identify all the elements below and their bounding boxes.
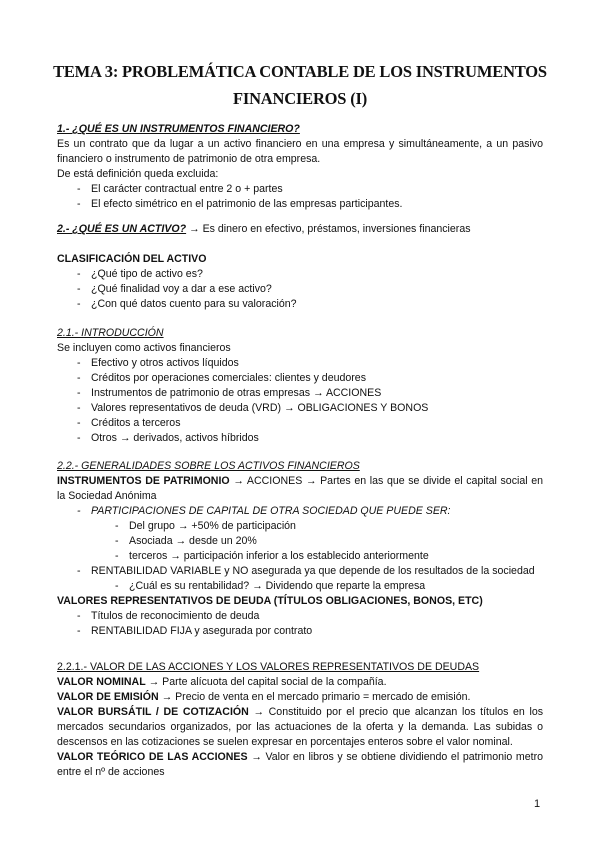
section-2	[57, 222, 543, 237]
sub-list-item: - Asociada → desde un 20%	[57, 534, 543, 549]
list-item: - ¿Qué finalidad voy a dar a ese activo?	[57, 282, 543, 297]
market-value-text: → Constituido por el precio que alcanzan los títulos en los mercados secundarios organizados, por las actuaciones de la oferta y la demanda. Las subidas o descensos en las cotizaciones se suelen expresar en porcentajes enteros sobre el valor nominal.	[57, 706, 544, 748]
list-item: - Créditos por operaciones comerciales: clientes y deudores	[57, 371, 543, 386]
list-item: - Otros → derivados, activos híbridos	[57, 431, 543, 446]
section-1-exclusion: De está definición queda excluida:	[57, 168, 219, 180]
list-item: - Instrumentos de patrimonio de otras empresas → ACCIONES	[57, 386, 543, 401]
classification-list	[57, 267, 543, 312]
nominal-value-text: → Parte alícuota del capital social de la compañía.	[145, 676, 387, 688]
list-item: - El efecto simétrico en el patrimonio de las empresas participantes.	[57, 197, 543, 212]
section-1-paragraph: Es un contrato que da lugar a un activo financiero en una empresa y simultáneamente, a un pasivo financiero o instrumento de patrimonio de otra empresa.	[57, 138, 543, 165]
section-2-1	[57, 326, 543, 446]
section-1-list	[57, 182, 543, 212]
list-item: - Títulos de reconocimiento de deuda	[57, 609, 543, 624]
sub-list-item: - ¿Cuál es su rentabilidad? → Dividendo que reparte la empresa	[57, 579, 543, 594]
page-number: 1	[534, 798, 541, 810]
nominal-value-paragraph	[57, 675, 543, 690]
section-2-2-1	[57, 660, 543, 780]
participations-item: - PARTICIPACIONES DE CAPITAL DE OTRA SOCIEDAD QUE PUEDE SER:	[57, 504, 543, 519]
debt-securities-heading: VALORES REPRESENTATIVOS DE DEUDA (TÍTULOS OBLIGACIONES, BONOS, ETC)	[57, 595, 483, 607]
theoretical-value-text: → Valor en libros y se obtiene dividiendo el patrimonio metro entre el nº de acciones	[57, 751, 543, 778]
section-1-heading: 1.- ¿QUÉ ES UN INSTRUMENTOS FINANCIERO?	[57, 123, 300, 135]
list-item: - El carácter contractual entre 2 o + partes	[57, 182, 543, 197]
list-item: - RENTABILIDAD FIJA y asegurada por contrato	[57, 624, 543, 639]
equity-list	[57, 504, 543, 594]
section-2-2-1-heading: 2.2.1.- VALOR DE LAS ACCIONES Y LOS VALORES REPRESENTATIVOS DE DEUDAS	[57, 661, 480, 673]
section-2-1-intro: Se incluyen como activos financieros	[57, 342, 231, 354]
issue-value-paragraph	[57, 690, 543, 705]
nominal-value-label: VALOR NOMINAL	[57, 676, 146, 688]
issue-value-text: → Precio de venta en el mercado primario = mercado de emisión.	[158, 691, 471, 703]
section-2-definition: → Es dinero en efectivo, préstamos, inversiones financieras	[186, 223, 471, 235]
section-2-1-heading: 2.1.- INTRODUCCIÓN	[57, 327, 164, 339]
equity-instruments-paragraph	[57, 474, 543, 504]
section-2-2	[57, 459, 543, 639]
classification-heading: CLASIFICACIÓN DEL ACTIVO	[57, 253, 207, 265]
classification-section	[57, 252, 543, 312]
sub-list-item: - terceros → participación inferior a los establecido anteriormente	[57, 549, 543, 564]
list-item: - Efectivo y otros activos líquidos	[57, 356, 543, 371]
equity-instruments-text: → ACCIONES → Partes en las que se divide el capital social en la Sociedad Anónima	[57, 475, 544, 502]
market-value-paragraph	[57, 705, 543, 750]
variable-return-item: - RENTABILIDAD VARIABLE y NO asegurada ya que depende de los resultados de la sociedad	[57, 564, 543, 579]
list-item: - ¿Con qué datos cuento para su valoración?	[57, 297, 543, 312]
document-title: TEMA 3: PROBLEMÁTICA CONTABLE DE LOS INSTRUMENTOS FINANCIEROS (I)	[53, 62, 547, 108]
section-1	[57, 122, 543, 212]
section-2-2-heading: 2.2.- GENERALIDADES SOBRE LOS ACTIVOS FINANCIEROS	[57, 460, 360, 472]
market-value-label: VALOR BURSÁTIL / DE COTIZACIÓN	[57, 706, 249, 718]
section-2-heading: 2.- ¿QUÉ ES UN ACTIVO?	[57, 223, 187, 235]
sub-list-item: - Del grupo → +50% de participación	[57, 519, 543, 534]
theoretical-value-paragraph	[57, 750, 543, 780]
debt-securities-list	[57, 609, 543, 639]
theoretical-value-label: VALOR TEÓRICO DE LAS ACCIONES	[57, 751, 248, 763]
list-item: - Créditos a terceros	[57, 416, 543, 431]
list-item: - ¿Qué tipo de activo es?	[57, 267, 543, 282]
list-item: - Valores representativos de deuda (VRD) → OBLIGACIONES Y BONOS	[57, 401, 543, 416]
section-2-1-list	[57, 356, 543, 446]
equity-instruments-label: INSTRUMENTOS DE PATRIMONIO	[57, 475, 230, 487]
issue-value-label: VALOR DE EMISIÓN	[57, 691, 159, 703]
